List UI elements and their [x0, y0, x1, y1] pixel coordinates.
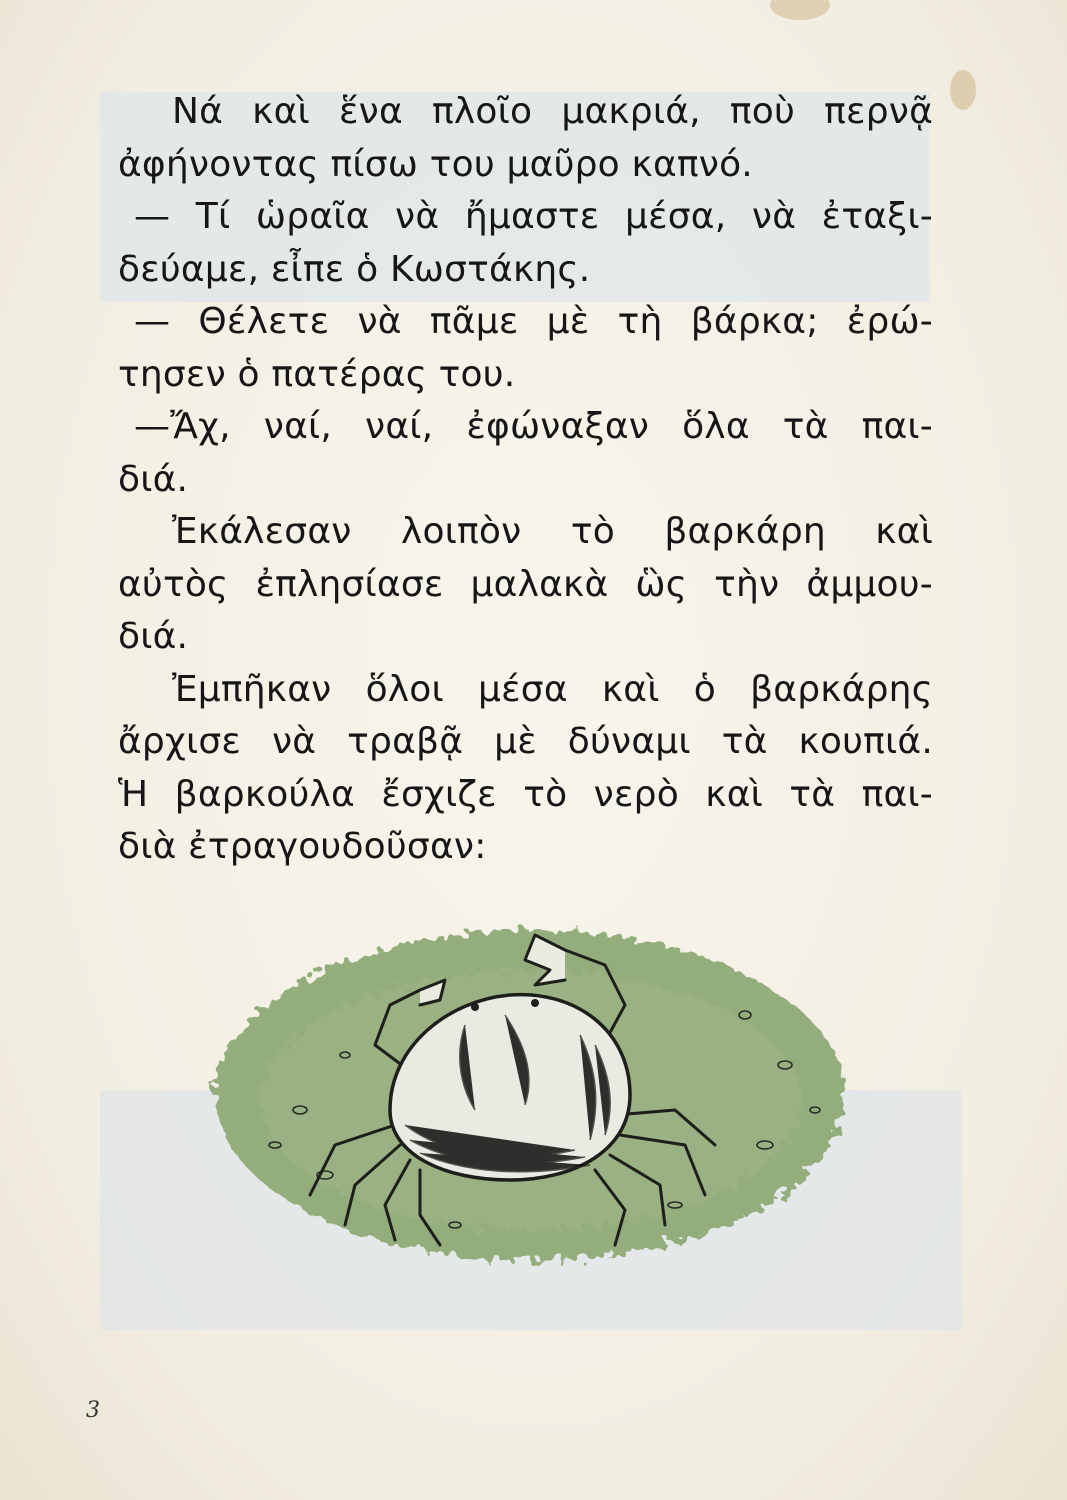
- body-text: [118, 86, 933, 874]
- paper-stain: [950, 70, 976, 110]
- paper-stain: [770, 0, 830, 20]
- page-number: 3: [86, 1398, 100, 1423]
- text-line: Νά καὶ ἕνα πλοῖο μακριά, ποὺ περνᾷ: [172, 91, 933, 132]
- text-line: αὐτὸς ἐπλησίασε μαλακὰ ὣς τὴν ἀμμου-: [118, 563, 933, 605]
- text-line: — Θέλετε νὰ πᾶμε μὲ τὴ βάρκα; ἐρώ-: [134, 301, 933, 342]
- text-line: ἀφήνοντας πίσω του μαῦρο καπνό.: [118, 143, 753, 185]
- text-line: δεύαμε, εἶπε ὁ Κωστάκης.: [118, 248, 591, 290]
- text-line: Ἐμπῆκαν ὅλοι μέσα καὶ ὁ βαρκάρης: [172, 668, 933, 710]
- text-line: — Τί ὡραῖα νὰ ἤμαστε μέσα, νὰ ἐταξι-: [134, 196, 933, 237]
- text-line: τησεν ὁ πατέρας του.: [118, 353, 516, 395]
- text-line: —Ἄχ, ναί, ναί, ἐφώναξαν ὅλα τὰ παι-: [134, 406, 933, 447]
- crab-illustration-icon: [205, 895, 855, 1285]
- text-line: διὰ ἐτραγουδοῦσαν:: [118, 826, 487, 867]
- text-line: διά.: [118, 458, 189, 500]
- text-line: ἄρχισε νὰ τραβᾷ μὲ δύναμι τὰ κουπιά.: [118, 721, 933, 762]
- text-line: διά.: [118, 616, 189, 657]
- text-line: Ἡ βαρκούλα ἔσχιζε τὸ νερὸ καὶ τὰ παι-: [118, 773, 933, 815]
- text-line: Ἐκάλεσαν λοιπὸν τὸ βαρκάρη καὶ: [172, 511, 933, 552]
